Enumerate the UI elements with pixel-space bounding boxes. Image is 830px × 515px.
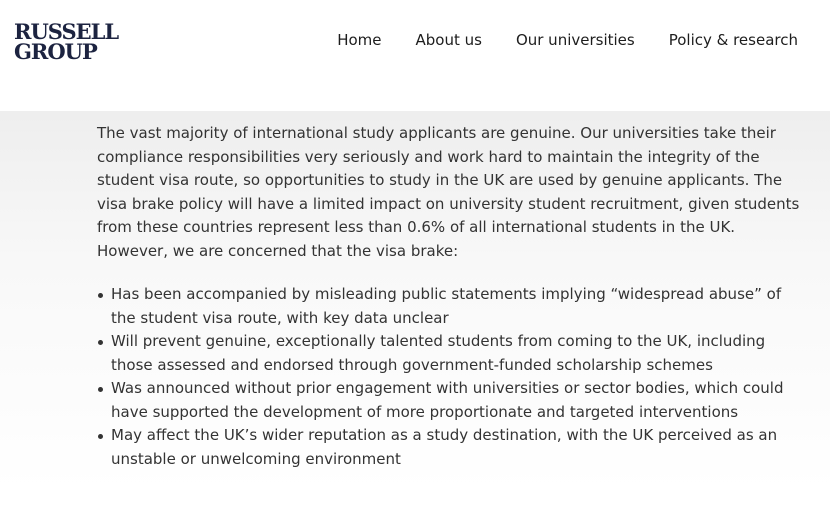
main-nav (337, 31, 798, 49)
russell-group-logo[interactable] (14, 19, 119, 64)
nav-about-us[interactable]: About us (415, 31, 482, 49)
list-item: May affect the UK’s wider reputation as a study destination, with the UK perceived as an unstable or unwelcoming environment (111, 424, 802, 471)
nav-our-universities[interactable]: Our universities (515, 31, 635, 49)
site-header (0, 0, 830, 111)
intro-paragraph: The vast majority of international study applicants are genuine. Our universities take their compliance responsibilities very seriously and work hard to maintain the integrity of the student visa route, so opportunities to study in the UK are used by genuine applicants. The visa brake policy will have a limited impact on university student recruitment, given students from these countries represent less than 0.6% of all international students in the UK. However, we are concerned that the visa brake: (97, 124, 800, 260)
nav-policy-research[interactable]: Policy & research (668, 31, 798, 49)
concerns-list (97, 283, 802, 471)
nav-home[interactable]: Home (337, 31, 382, 49)
article-body (97, 122, 802, 471)
article-content (0, 111, 830, 515)
list-item: Was announced without prior engagement with universities or sector bodies, which could have supported the development of more proportionate and targeted interventions (111, 377, 802, 424)
list-item: Will prevent genuine, exceptionally talented students from coming to the UK, including those assessed and endorsed through government-funded scholarship schemes (111, 330, 802, 377)
list-item: Has been accompanied by misleading public statements implying “widespread abuse” of the student visa route, with key data unclear (111, 283, 802, 330)
logo-line-2: GROUP (14, 39, 97, 64)
logo-line-1: RUSSELL (14, 19, 119, 44)
